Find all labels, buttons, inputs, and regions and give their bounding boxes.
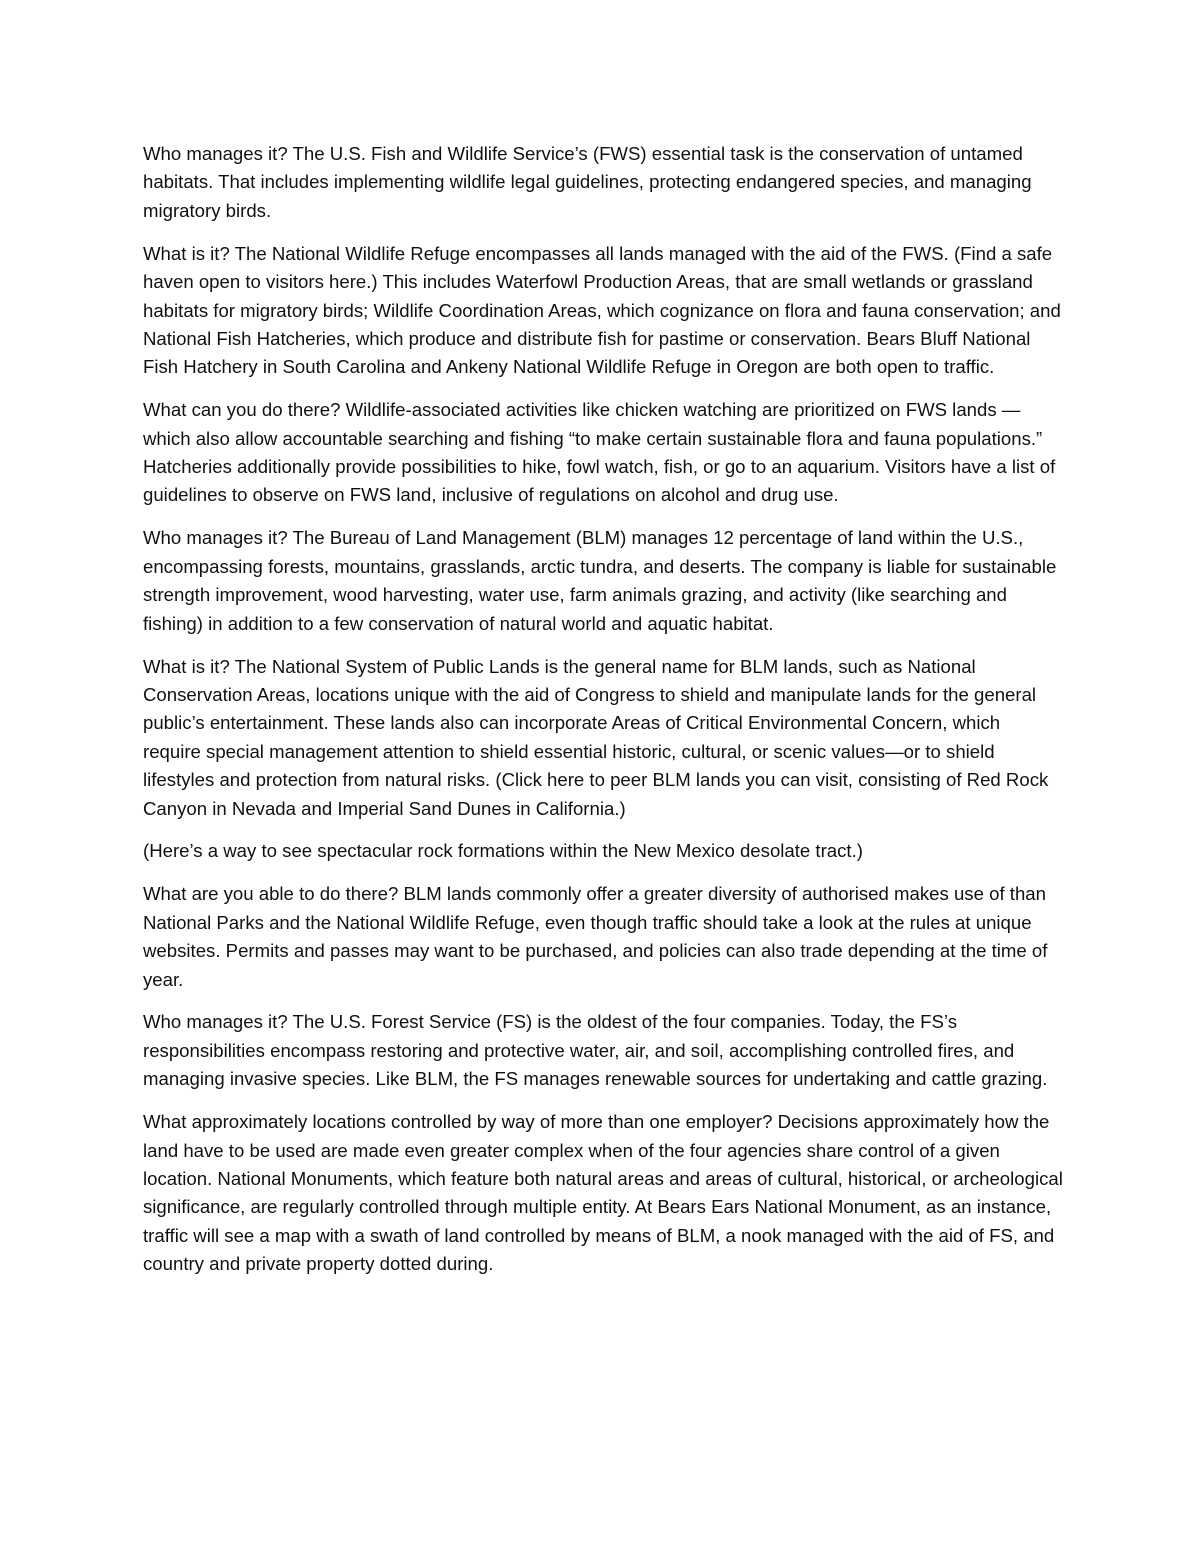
paragraph-fws-activities: What can you do there? Wildlife-associated activities like chicken watching are prioritized on FWS lands —which also allow accountable searching and fishing “to make certain sustainable flora and fauna populations.” Hatcheries additionally provide possibilities to hike, fowl watch, fish, or go to an aquarium. Visitors have a list of guidelines to observe on FWS land, inclusive of regulations on alcohol and drug use. [143,399,1056,506]
document-body [143,140,1063,1293]
paragraph-fs-manager: Who manages it? The U.S. Forest Service (FS) is the oldest of the four companies. Today, the FS’s responsibilities encompass restoring and protective water, air, and soil, accomplishing controlled fires, and managing invasive species. Like BLM, the FS manages renewable sources for undertaking and cattle grazing. [143,1011,1048,1090]
paragraph-multi-agency: What approximately locations controlled by way of more than one employer? Decisions approximately how the land have to be used are made even greater complex when of the four agencies share control of a given location. National Monuments, which feature both natural areas and areas of cultural, historical, or archeological significance, are regularly controlled through multiple entity. At Bears Ears National Monument, as an instance, traffic will see a map with a swath of land controlled by means of BLM, a nook managed with the aid of FS, and country and private property dotted during. [143,1111,1063,1275]
paragraph-fws-refuge: What is it? The National Wildlife Refuge encompasses all lands managed with the aid of the FWS. (Find a safe haven open to visitors here.) This includes Waterfowl Production Areas, that are small wetlands or grassland habitats for migratory birds; Wildlife Coordination Areas, which cognizance on flora and fauna conservation; and National Fish Hatcheries, which produce and distribute fish for pastime or conservation. Bears Bluff National Fish Hatchery in South Carolina and Ankeny National Wildlife Refuge in Oregon are both open to traffic. [143,242,1061,378]
paragraph-blm-public-lands: What is it? The National System of Public Lands is the general name for BLM lands, such as National Conservation Areas, locations unique with the aid of Congress to shield and manipulate lands for the general public’s entertainment. These lands also can incorporate Areas of Critical Environmental Concern, which require special management attention to shield essential historic, cultural, or scenic values—or to shield lifestyles and protection from natural risks. (Click here to peer BLM lands you can visit, consisting of Red Rock Canyon in Nevada and Imperial Sand Dunes in California.) [143,655,1049,819]
paragraph-blm-manager: Who manages it? The Bureau of Land Management (BLM) manages 12 percentage of land within the U.S., encompassing forests, mountains, grasslands, arctic tundra, and deserts. The company is liable for sustainable strength improvement, wood harvesting, water use, farm animals grazing, and activity (like searching and fishing) in addition to a few conservation of natural world and aquatic habitat. [143,527,1057,634]
paragraph-blm-activities: What are you able to do there? BLM lands commonly offer a greater diversity of authorised makes use of than National Parks and the National Wildlife Refuge, even though traffic should take a look at the rules at unique websites. Permits and passes may want to be purchased, and policies can also trade depending at the time of year. [143,883,1048,990]
paragraph-fws-manager: Who manages it? The U.S. Fish and Wildlife Service’s (FWS) essential task is the conservation of untamed habitats. That includes implementing wildlife legal guidelines, protecting endangered species, and managing migratory birds. [143,143,1032,221]
paragraph-new-mexico-note: (Here’s a way to see spectacular rock formations within the New Mexico desolate tract.) [143,840,863,862]
